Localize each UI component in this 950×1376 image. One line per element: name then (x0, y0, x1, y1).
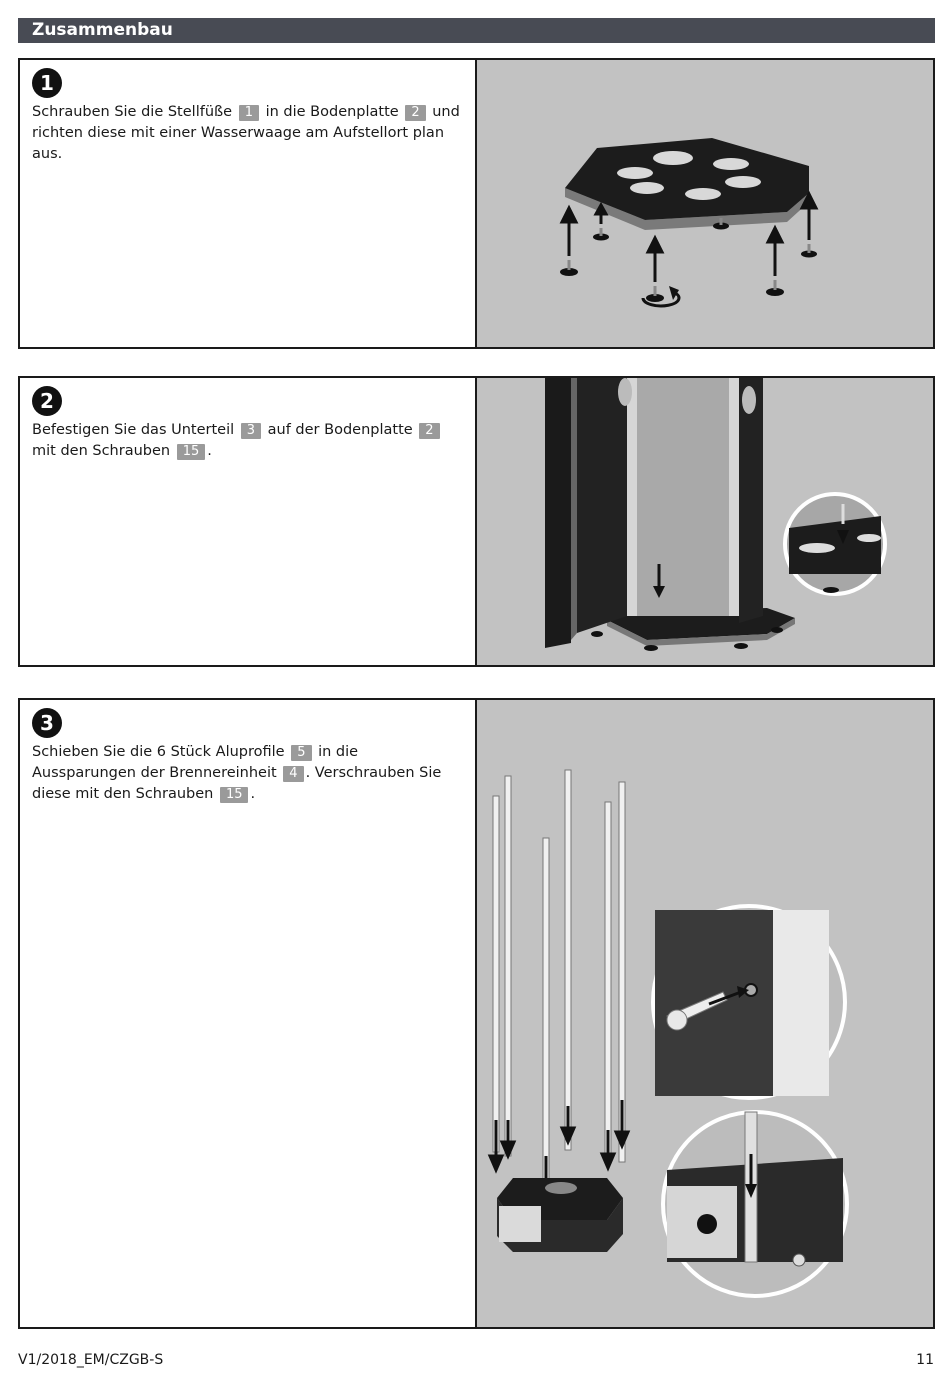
step-3-number: 3 (32, 708, 62, 738)
part-badge: 2 (405, 105, 425, 121)
part-badge: 2 (419, 423, 439, 439)
part-badge: 15 (177, 444, 206, 460)
part-badge: 5 (291, 745, 311, 761)
step-1-text-column (20, 60, 477, 347)
step-1-instruction: Schrauben Sie die Stellfüße 1 in die Bodenplatte 2 und richten diese mit einer Wasserwaage am Aufstellort plan aus. (32, 104, 460, 162)
step-1-illustration (477, 60, 933, 347)
step-1-panel (18, 58, 935, 349)
part-badge: 4 (283, 766, 303, 782)
step-2-instruction: Befestigen Sie das Unterteil 3 auf der Bodenplatte 2 mit den Schrauben 15 . (32, 420, 462, 462)
step-3-panel (18, 698, 935, 1329)
part-badge: 1 (239, 105, 259, 121)
step-3-text-column (20, 700, 477, 1327)
page-number: 11 (916, 1352, 934, 1368)
step-3-instruction: Schieben Sie die 6 Stück Aluprofile 5 in die Aussparungen der Brennereinheit 4 . Verschrauben Sie diese mit den Schrauben 15 . (32, 744, 442, 802)
step-1-number: 1 (32, 68, 62, 98)
section-title: Zusammenbau (18, 18, 935, 43)
document-id: V1/2018_EM/CZGB-S (18, 1352, 164, 1368)
step-2-illustration (477, 378, 933, 665)
step-3-illustration (477, 700, 933, 1327)
step-2-text-column (20, 378, 477, 665)
part-badge: 3 (241, 423, 261, 439)
part-badge: 15 (220, 787, 249, 803)
step-2-number: 2 (32, 386, 62, 416)
step-2-panel (18, 376, 935, 667)
